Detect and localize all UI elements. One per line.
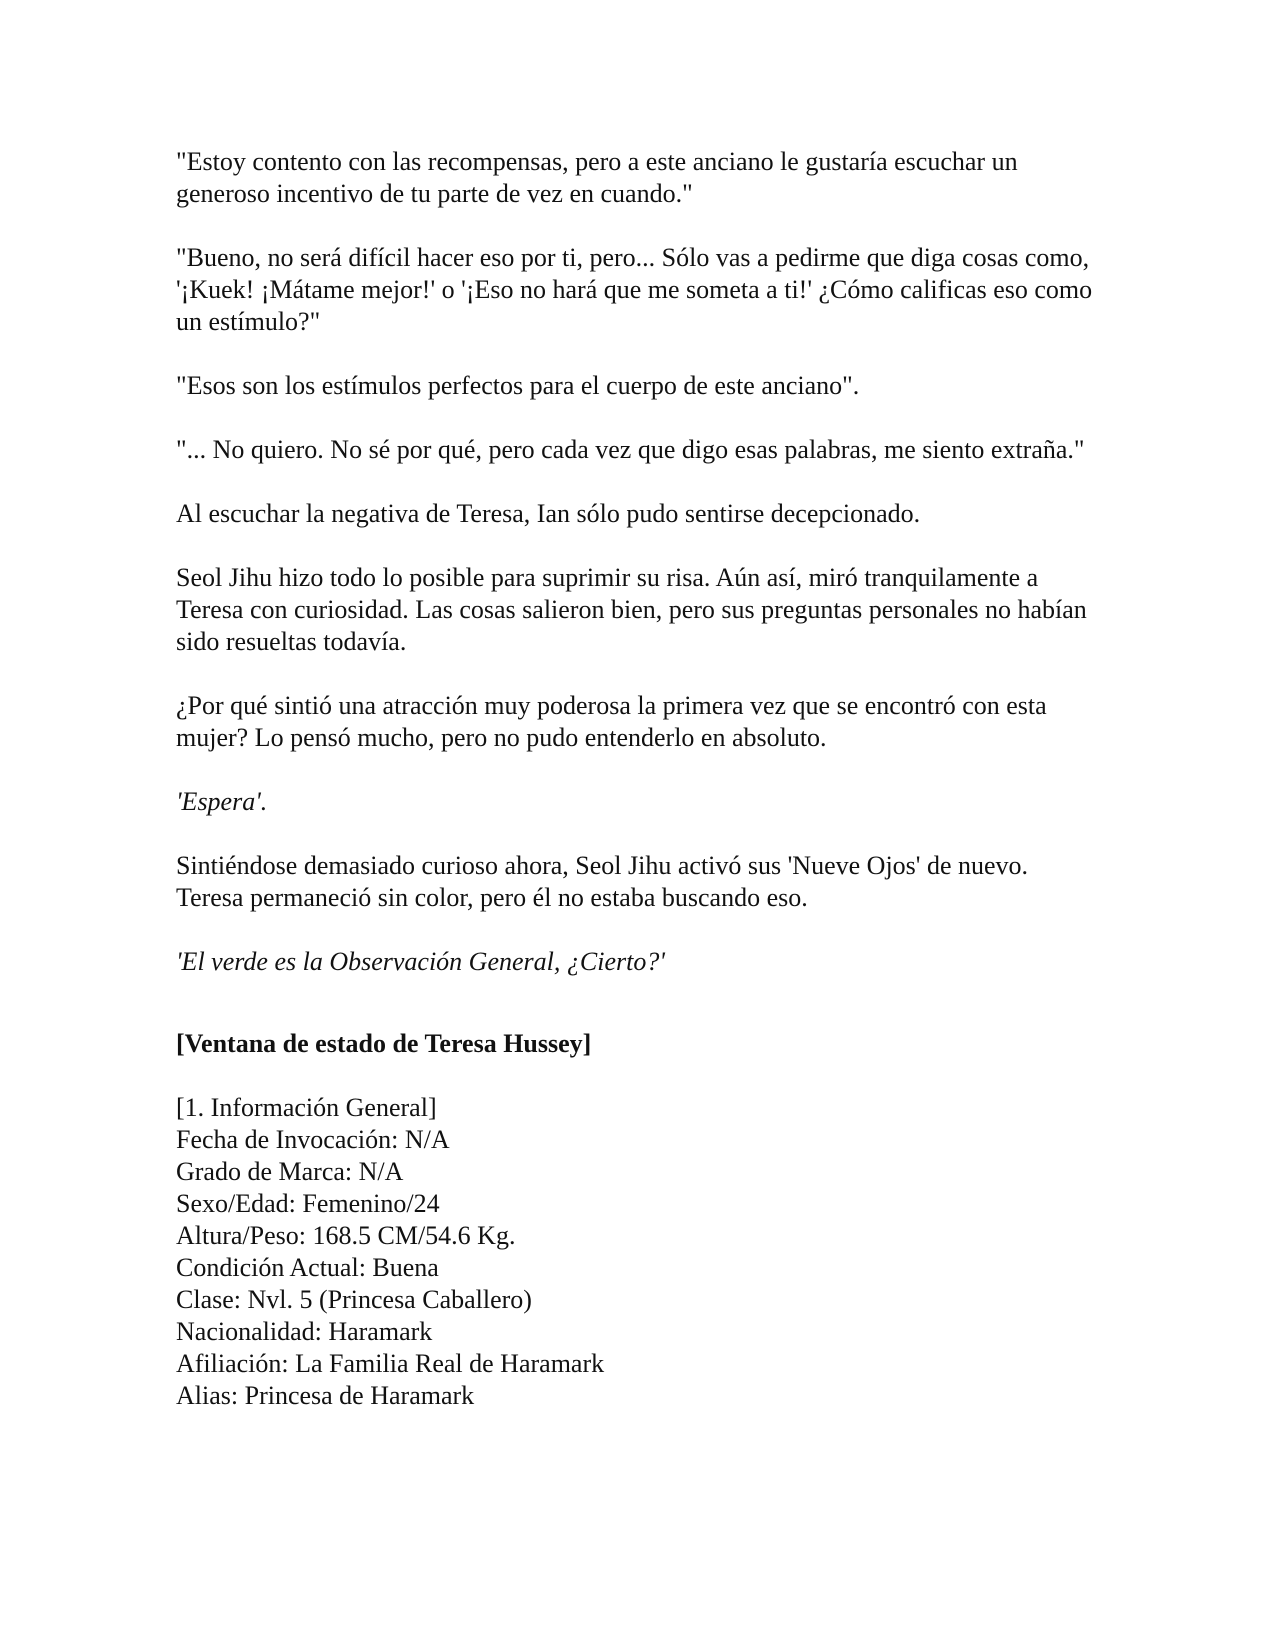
paragraph-9: Sintiéndose demasiado curioso ahora, Seol Jihu activó sus 'Nueve Ojos' de nuevo. Teresa permaneció sin color, pero él no estaba buscando eso. <box>176 851 1029 912</box>
paragraph-1: "Estoy contento con las recompensas, pero a este anciano le gustaría escuchar un generoso incentivo de tu parte de vez en cuando." <box>176 147 1018 208</box>
status-line-affiliation: Afiliación: La Familia Real de Haramark <box>176 1349 605 1378</box>
status-line-alias: Alias: Princesa de Haramark <box>176 1381 475 1410</box>
status-line-nationality: Nacionalidad: Haramark <box>176 1317 433 1346</box>
paragraph-6: Seol Jihu hizo todo lo posible para suprimir su risa. Aún así, miró tranquilamente a Teresa con curiosidad. Las cosas salieron bien, pero sus preguntas personales no habían sido resueltas todavía. <box>176 563 1087 656</box>
status-line-summon-date: Fecha de Invocación: N/A <box>176 1125 450 1154</box>
status-section-title: [1. Información General] <box>176 1093 437 1122</box>
paragraph-7: ¿Por qué sintió una atracción muy poderosa la primera vez que se encontró con esta mujer? Lo pensó mucho, pero no pudo entenderlo en absoluto. <box>176 691 1047 752</box>
paragraph-4: "... No quiero. No sé por qué, pero cada vez que digo esas palabras, me siento extraña." <box>176 435 1085 464</box>
status-line-sex-age: Sexo/Edad: Femenino/24 <box>176 1189 440 1218</box>
status-line-class: Clase: Nvl. 5 (Princesa Caballero) <box>176 1285 532 1314</box>
status-line-mark-grade: Grado de Marca: N/A <box>176 1157 404 1186</box>
status-line-condition: Condición Actual: Buena <box>176 1253 439 1282</box>
paragraph-2: "Bueno, no será difícil hacer eso por ti, pero... Sólo vas a pedirme que diga cosas como, '¡Kuek! ¡Mátame mejor!' o '¡Eso no hará que me someta a ti!' ¿Cómo calificas eso como un estímulo?" <box>176 243 1093 336</box>
paragraph-8-thought: 'Espera'. <box>176 787 268 816</box>
status-window-info <box>176 1092 1096 1412</box>
paragraph-5: Al escuchar la negativa de Teresa, Ian sólo pudo sentirse decepcionado. <box>176 499 921 528</box>
paragraph-3: "Esos son los estímulos perfectos para el cuerpo de este anciano". <box>176 371 860 400</box>
paragraph-10-thought: 'El verde es la Observación General, ¿Cierto?' <box>176 947 665 976</box>
status-window-title: [Ventana de estado de Teresa Hussey] <box>176 1029 592 1058</box>
document-body <box>176 146 1096 1412</box>
status-line-height-weight: Altura/Peso: 168.5 CM/54.6 Kg. <box>176 1221 516 1250</box>
